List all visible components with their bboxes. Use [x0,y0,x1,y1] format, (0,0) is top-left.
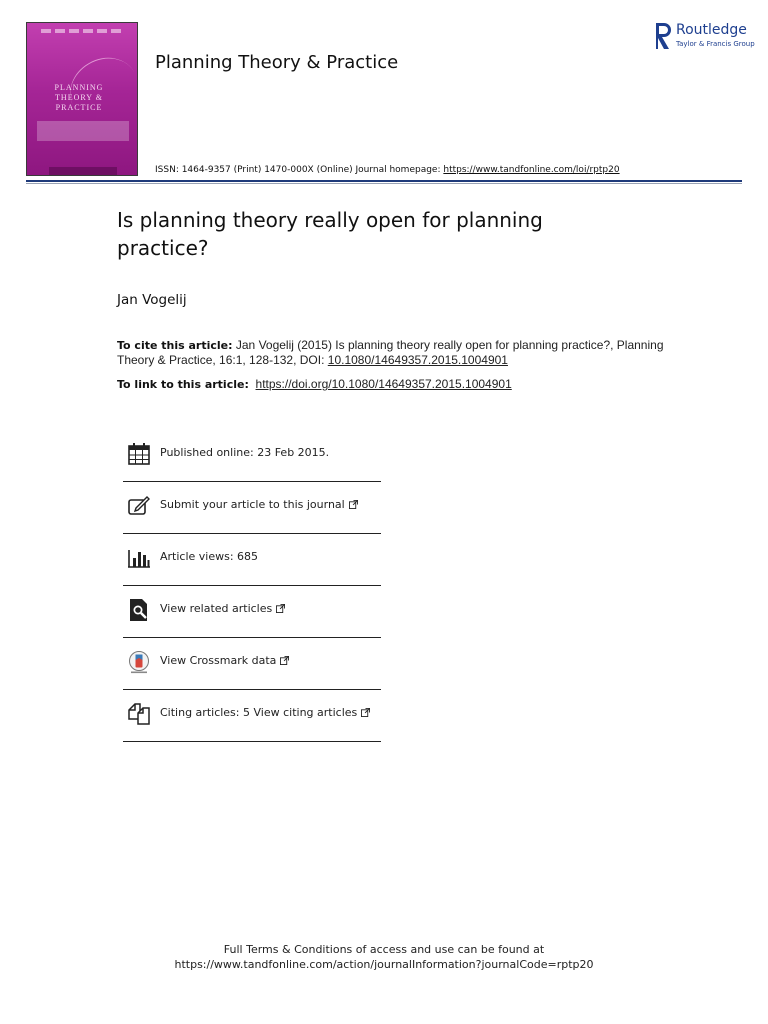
publisher-group: Taylor & Francis Group [676,40,755,48]
terms-footer-line: Full Terms & Conditions of access and use can be found at [223,943,545,956]
published-online-row [123,430,381,482]
article-link-line [117,377,512,391]
header-divider-thin [26,183,742,184]
issn-line [155,165,620,175]
journal-cover-image [26,22,138,176]
crossmark-icon [127,650,151,674]
issn-text: ISSN: 1464-9357 (Print) 1470-000X (Online) Journal homepage: [155,165,444,175]
article-views-row [123,534,381,586]
submit-article-row[interactable] [123,482,381,534]
bar-chart-icon [127,546,151,570]
header-divider [26,180,742,182]
link-label: To link to this article: [117,378,249,391]
journal-title: Planning Theory & Practice [155,52,399,73]
cite-text: Jan Vogelij (2015) Is planning theory really open for planning practice?, Planning Theory & Practice, 16:1, 128-132, DOI: [117,338,664,367]
terms-footer-url[interactable]: https://www.tandfonline.com/action/journalInformation?journalCode=rptp20 [174,958,594,971]
published-online-label: Published online: 23 Feb 2015. [160,446,330,459]
crossmark-row[interactable] [123,638,381,690]
article-title: Is planning theory really open for planning practice? [117,208,543,260]
routledge-logo-icon [654,22,672,50]
doi-link[interactable]: 10.1080/14649357.2015.1004901 [327,353,508,367]
article-info-list [123,430,381,742]
copy-icon [127,702,151,726]
crossmark-link[interactable]: View Crossmark data [160,654,277,667]
cover-title: PLANNING THEORY & PRACTICE [54,83,104,112]
cite-label: To cite this article: [117,339,233,352]
article-doi-url[interactable]: https://doi.org/10.1080/14649357.2015.1004901 [255,377,512,391]
article-author: Jan Vogelij [117,292,187,308]
related-articles-link[interactable]: View related articles [160,602,273,615]
citing-articles-link[interactable]: Citing articles: 5 View citing articles [160,706,358,719]
external-link-icon [361,708,370,717]
search-document-icon [127,598,151,622]
publisher-name: Routledge [676,22,747,38]
article-views-label: Article views: 685 [160,550,259,563]
edit-icon [127,494,151,518]
citation-block [117,338,677,368]
citing-articles-row[interactable] [123,690,381,742]
journal-homepage-link[interactable]: https://www.tandfonline.com/loi/rptp20 [443,165,620,175]
external-link-icon [276,604,285,613]
external-link-icon [349,500,358,509]
submit-article-link[interactable]: Submit your article to this journal [160,498,345,511]
calendar-icon [127,442,151,466]
related-articles-row[interactable] [123,586,381,638]
terms-footer [0,942,768,972]
external-link-icon [280,656,289,665]
